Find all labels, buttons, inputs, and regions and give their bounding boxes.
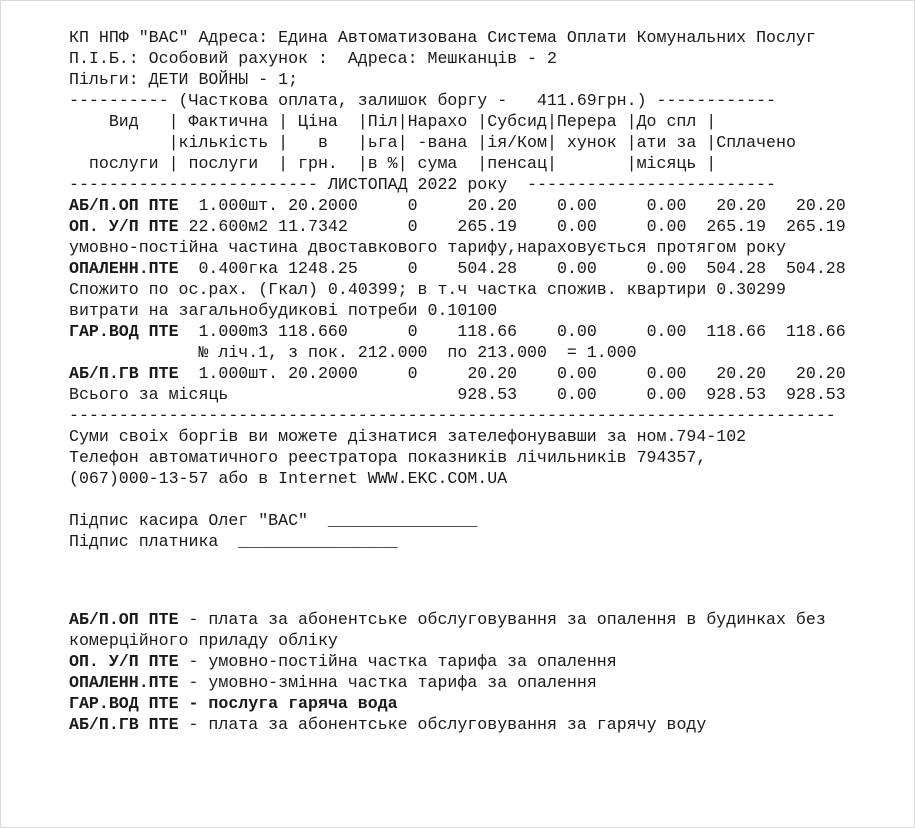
- legend-code: ОП. У/П ПТЕ: [69, 652, 179, 671]
- legend-ab-p-op-continuation: [69, 630, 914, 651]
- service-code: ГАР.ВОД ПТЕ: [69, 322, 179, 341]
- legend-code: ГАР.ВОД ПТЕ: [69, 694, 179, 713]
- legend-ab-p-gv: [69, 714, 914, 735]
- account-line: П.І.Б.: Особовий рахунок : Адреса: Мешканців - 2: [69, 49, 557, 68]
- legend-code: АБ/П.ГВ ПТЕ: [69, 715, 179, 734]
- service-code: ОПАЛЕНН.ПТЕ: [69, 259, 179, 278]
- legend-desc: - послуга гаряча вода: [178, 694, 398, 713]
- blank-line: [69, 489, 914, 510]
- legend-opalenn: [69, 672, 914, 693]
- service-values: 1.000m3 118.660 0 118.66 0.00 0.00 118.66 118.66: [178, 322, 846, 341]
- partial-payment-line: ---------- (Часткова оплата, залишок боргу - 411.69грн.) ------------: [69, 91, 777, 110]
- service-code: АБ/П.ОП ПТЕ: [69, 196, 179, 215]
- legend-desc: - плата за абонентське обслуговування за опалення в будинках без: [178, 610, 826, 629]
- service-code: АБ/П.ГВ ПТЕ: [69, 364, 179, 383]
- service-code: ОП. У/П ПТЕ: [69, 217, 179, 236]
- debt-info-line: Суми своіх боргів ви можете дізнатися зателефонувавши за ном.794-102: [69, 427, 747, 446]
- totals-label: Всього за місяць: [69, 385, 229, 404]
- meter-reading-line: № ліч.1, з пок. 212.000 по 213.000 = 1.000: [69, 343, 637, 362]
- legend-desc: комерційного приладу обліку: [69, 631, 338, 650]
- service-row-gar-vod: [69, 321, 914, 342]
- provider-title: КП НПФ "ВАС" Адреса: Едина Автоматизована Система Оплати Комунальних Послуг: [69, 28, 816, 47]
- service-values: 1.000шт. 20.2000 0 20.20 0.00 0.00 20.20 20.20: [178, 196, 846, 215]
- payer-signature-line: Підпис платника ________________: [69, 532, 398, 551]
- legend-gar-vod: [69, 693, 914, 714]
- legend-code: ОПАЛЕНН.ПТЕ: [69, 673, 179, 692]
- period-separator: ------------------------- ЛИСТОПАД 2022 року -------------------------: [69, 175, 777, 194]
- legend-code: АБ/П.ОП ПТЕ: [69, 610, 179, 629]
- internet-info-line: (067)000-13-57 або в Internet WWW.EKC.COM.UA: [69, 469, 508, 488]
- table-header-line-2: |кількість | в |ьга| -вана |ія/Ком| хунок |ати за |Сплачено: [69, 133, 796, 152]
- legend-desc: - умовно-змінна частка тарифа за опалення: [178, 673, 597, 692]
- totals-values: 928.53 0.00 0.00 928.53 928.53: [228, 385, 846, 404]
- divider-line: -----------------------------------------------------------------------------: [69, 406, 836, 425]
- legend-ab-p-op: [69, 609, 914, 630]
- service-row-op-up: [69, 216, 914, 237]
- legend-op-up: [69, 651, 914, 672]
- service-row-ab-p-op: [69, 195, 914, 216]
- service-values: 1.000шт. 20.2000 0 20.20 0.00 0.00 20.20 20.20: [178, 364, 846, 383]
- table-header-line-3: послуги | послуги | грн. |в %| сума |пенсац| |місяць |: [69, 154, 717, 173]
- cashier-signature-line: Підпис касира Олег "ВАС" _______________: [69, 511, 478, 530]
- service-row-opalenn: [69, 258, 914, 279]
- service-values: 22.600м2 11.7342 0 265.19 0.00 0.00 265.19 265.19: [178, 217, 846, 236]
- totals-row: [69, 384, 914, 405]
- legend-desc: - умовно-постійна частка тарифа за опалення: [178, 652, 617, 671]
- service-values: 0.400гка 1248.25 0 504.28 0.00 0.00 504.28 504.28: [178, 259, 846, 278]
- phone-info-line: Телефон автоматичного реестратора показників лічильників 794357,: [69, 448, 707, 467]
- legend-block: [69, 609, 914, 735]
- note-opalenn-consumption: Спожито по ос.рах. (Гкал) 0.40399; в т.ч частка спожив. квартири 0.30299: [69, 280, 786, 299]
- service-row-ab-p-gv: [69, 363, 914, 384]
- note-opalenn-building: витрати на загальнобудикові потреби 0.10100: [69, 301, 498, 320]
- table-header-line-1: Вид | Фактична | Ціна |Піл|Нарахо |Субсид|Перера |До спл |: [69, 112, 717, 131]
- note-op-up: умовно-постійна частина двоставкового тарифу,нараховується протягом року: [69, 238, 786, 257]
- legend-desc: - плата за абонентське обслуговування за гарячу воду: [178, 715, 707, 734]
- benefits-line: Пільги: ДЕТИ ВОЙНЫ - 1;: [69, 70, 299, 89]
